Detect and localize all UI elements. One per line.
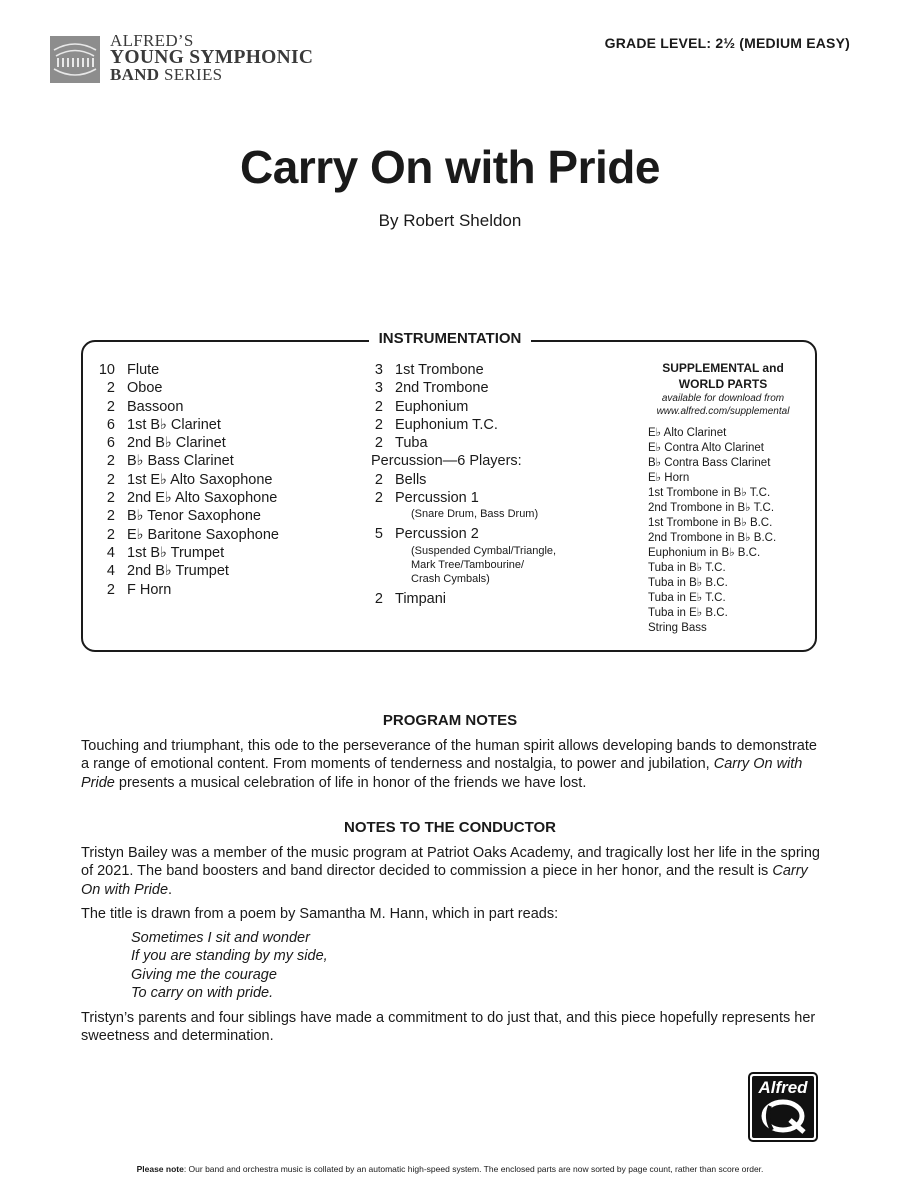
list-item: 10 Flute — [98, 362, 160, 378]
supplemental-heading-2: WORLD PARTS — [678, 377, 768, 391]
supplemental-sub-1: available for download from — [661, 393, 785, 404]
list-item: 2 Tuba — [374, 435, 428, 452]
conductor-notes-heading: NOTES TO THE CONDUCTOR — [344, 819, 556, 836]
alfred-logo — [748, 1072, 818, 1142]
list-item: 2nd Trombone in B♭ T.C. — [648, 502, 775, 514]
list-item: 1st Trombone in B♭ B.C. — [648, 517, 773, 529]
poem-line: Sometimes I sit and wonder — [131, 930, 310, 946]
list-item: String Bass — [648, 622, 707, 634]
list-item: Tuba in E♭ T.C. — [648, 592, 726, 604]
supplemental-url[interactable]: www.alfred.com/supplemental — [656, 406, 790, 417]
instrumentation-heading: INSTRUMENTATION — [369, 330, 532, 347]
poem-line: To carry on with pride. — [131, 985, 274, 1002]
list-item: 6 1st B♭ Clarinet — [106, 416, 221, 433]
instrument-column-1 — [81, 361, 279, 599]
grade-level: GRADE LEVEL: 2½ (MEDIUM EASY) — [604, 35, 850, 51]
list-item: Tuba in B♭ T.C. — [648, 562, 726, 574]
list-item: 2 Bassoon — [106, 398, 184, 415]
list-item: Tuba in E♭ B.C. — [648, 607, 728, 619]
list-item: 3 2nd Trombone — [374, 380, 489, 397]
list-item: Euphonium in B♭ B.C. — [648, 547, 761, 559]
instrument-column-2 — [351, 361, 556, 608]
list-item: 2 B♭ Bass Clarinet — [106, 453, 234, 470]
list-item: B♭ Contra Bass Clarinet — [648, 457, 771, 469]
supplemental-parts — [628, 360, 818, 636]
list-item: 2 E♭ Baritone Saxophone — [106, 526, 279, 543]
poem-line: Giving me the courage — [131, 966, 277, 983]
list-item: 2 F Horn — [106, 581, 172, 598]
percussion-2-detail-1: (Suspended Cymbal/Triangle, — [411, 544, 557, 557]
composer: By Robert Sheldon — [378, 211, 522, 230]
list-item: 4 2nd B♭ Trumpet — [106, 563, 229, 580]
program-notes-heading: PROGRAM NOTES — [382, 712, 518, 729]
list-item: 6 2nd B♭ Clarinet — [106, 435, 226, 452]
list-item: 3 1st Trombone — [374, 362, 484, 378]
conductor-notes-para-1: Tristyn Bailey was a member of the music program at Patriot Oaks Academy, and tragically lost her life in the spring of 2021. The band boosters and band director decided to commission a piece in her honor, and the result is Carry On with Pride. — [81, 845, 820, 898]
list-item: E♭ Contra Alto Clarinet — [648, 442, 765, 454]
list-item: 4 1st B♭ Trumpet — [106, 544, 225, 561]
percussion-2-detail-3: Crash Cymbals) — [411, 572, 490, 585]
poem-line: If you are standing by my side, — [131, 948, 328, 965]
list-item: 2 Timpani — [374, 590, 447, 607]
series-line-3-rest: SERIES — [163, 65, 223, 84]
conductor-notes-para-2: The title is drawn from a poem by Samantha M. Hann, which in part reads: — [81, 906, 559, 922]
list-item: 1st Trombone in B♭ T.C. — [648, 487, 771, 499]
percussion-2-detail-2: Mark Tree/Tambourine/ — [411, 558, 525, 571]
list-item: 2 2nd E♭ Alto Saxophone — [106, 490, 278, 507]
supplemental-list — [628, 426, 818, 636]
series-emblem-icon — [50, 36, 100, 83]
list-item: 2nd Trombone in B♭ B.C. — [648, 532, 777, 544]
series-line-3-bold: BAND — [110, 65, 160, 84]
supplemental-heading-1: SUPPLEMENTAL and — [662, 361, 784, 375]
list-item: 2 Euphonium — [374, 398, 469, 415]
list-item: 5 Percussion 2 — [374, 526, 479, 543]
list-item: 2 B♭ Tenor Saxophone — [106, 508, 261, 525]
series-line-2: YOUNG SYMPHONIC — [110, 47, 314, 68]
list-item: 2 Oboe — [106, 380, 163, 397]
series-logo — [50, 32, 395, 84]
percussion-1-detail: (Snare Drum, Bass Drum) — [411, 508, 539, 521]
list-item: E♭ Horn — [648, 472, 690, 484]
program-notes-text: Touching and triumphant, this ode to the perseverance of the human spirit allows developing bands to demonstrate a range of emotional content. From moments of tenderness and nostalgia, to power and jubilation, Carry On with Pride presents a musical celebration of life in honor of the friends we have lost. — [81, 738, 817, 791]
percussion-heading: Percussion—6 Players: — [371, 453, 522, 470]
poem — [131, 929, 328, 1003]
list-item: 2 Bells — [374, 471, 427, 488]
list-item: E♭ Alto Clarinet — [648, 427, 727, 439]
list-item: 2 1st E♭ Alto Saxophone — [106, 471, 273, 488]
list-item: 2 Euphonium T.C. — [374, 416, 498, 433]
page-title: Carry On with Pride — [240, 141, 660, 193]
conductor-notes-para-3: Tristyn’s parents and four siblings have made a commitment to do just that, and this piece hopefully represents her sweetness and determination. — [81, 1010, 816, 1045]
list-item: Tuba in B♭ B.C. — [648, 577, 728, 589]
series-line-1: ALFRED’S — [110, 31, 194, 50]
list-item: 2 Percussion 1 — [374, 490, 479, 507]
footnote: Please note: Our band and orchestra music is collated by an automatic high-speed system. The enclosed parts are now sorted by page count, rather than score order. — [136, 1164, 764, 1174]
alfred-logo-text: Alfred — [758, 1078, 808, 1097]
